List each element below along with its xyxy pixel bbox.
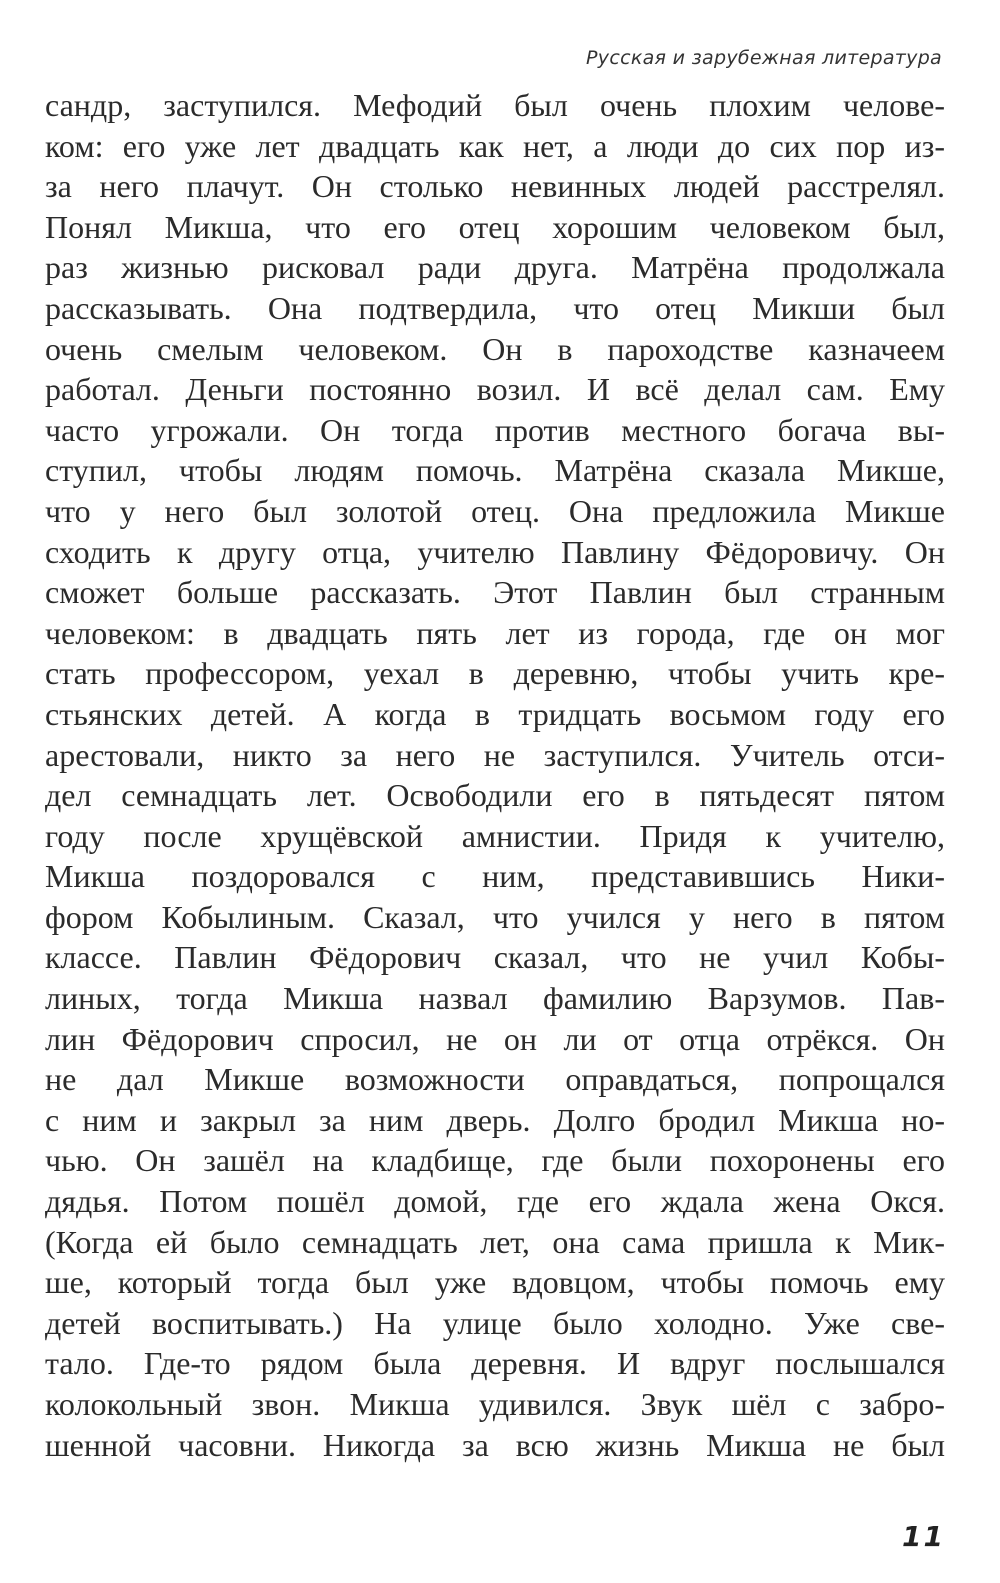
text-line: стать профессором, уехал в деревню, чтобы учить кре- [45, 655, 945, 692]
text-line: Понял Микша, что его отец хорошим человеком был, [45, 208, 945, 245]
text-line: очень смелым человеком. Он в пароходстве казначеем [45, 330, 945, 367]
body-text [45, 85, 945, 1465]
text-line: дел семнадцать лет. Освободили его в пятьдесят пятом [45, 777, 945, 814]
text-line: за него плачут. Он столько невинных людей расстрелял. [45, 168, 945, 205]
text-line: ше, который тогда был уже вдовцом, чтобы помочь ему [45, 1264, 945, 1301]
text-line: (Когда ей было семнадцать лет, она сама пришла к Мик- [45, 1223, 945, 1260]
text-line: сходить к другу отца, учителю Павлину Фёдоровичу. Он [45, 533, 945, 570]
text-line: раз жизнью рисковал ради друга. Матрёна продолжала [45, 249, 945, 286]
running-header: Русская и зарубежная литература [586, 47, 942, 69]
text-line: чью. Он зашёл на кладбище, где были похоронены его [45, 1142, 945, 1179]
text-line: что у него был золотой отец. Она предложила Микше [45, 492, 945, 529]
text-line: линых, тогда Микша назвал фамилию Варзумов. Пав- [45, 980, 945, 1017]
text-line: ком: его уже лет двадцать как нет, а люди до сих пор из- [45, 127, 945, 164]
text-line: тало. Где-то рядом была деревня. И вдруг послышался [45, 1345, 945, 1382]
text-line: человеком: в двадцать пять лет из города, где он мог [45, 614, 945, 651]
text-line: стьянских детей. А когда в тридцать восьмом году его [45, 695, 945, 732]
text-line: шенной часовни. Никогда за всю жизнь Микша не был [45, 1426, 945, 1463]
text-line: Микша поздоровался с ним, представившись Ники- [45, 858, 945, 895]
text-line: с ним и закрыл за ним дверь. Долго бродил Микша но- [45, 1101, 945, 1138]
text-line: сможет больше рассказать. Этот Павлин был странным [45, 574, 945, 611]
text-line: не дал Микше возможности оправдаться, попрощался [45, 1061, 945, 1098]
text-line: классе. Павлин Фёдорович сказал, что не учил Кобы- [45, 939, 945, 976]
page-number: 11 [902, 1520, 945, 1553]
text-line: году после хрущёвской амнистии. Придя к учителю, [45, 817, 945, 854]
text-line: дядья. Потом пошёл домой, где его ждала жена Окся. [45, 1183, 945, 1220]
text-line: рассказывать. Она подтвердила, что отец Микши был [45, 289, 945, 326]
text-line: ступил, чтобы людям помочь. Матрёна сказала Микше, [45, 452, 945, 489]
text-line: фором Кобылиным. Сказал, что учился у него в пятом [45, 898, 945, 935]
text-line: детей воспитывать.) На улице было холодно. Уже све- [45, 1304, 945, 1341]
text-line: лин Фёдорович спросил, не он ли от отца отрёкся. Он [45, 1020, 945, 1057]
text-line: сандр, заступился. Мефодий был очень плохим челове- [45, 87, 945, 123]
text-line: работал. Деньги постоянно возил. И всё делал сам. Ему [45, 371, 945, 408]
text-line: арестовали, никто за него не заступился. Учитель отси- [45, 736, 945, 773]
text-line: часто угрожали. Он тогда против местного богача вы- [45, 411, 945, 448]
text-line: колокольный звон. Микша удивился. Звук шёл с забро- [45, 1386, 945, 1422]
